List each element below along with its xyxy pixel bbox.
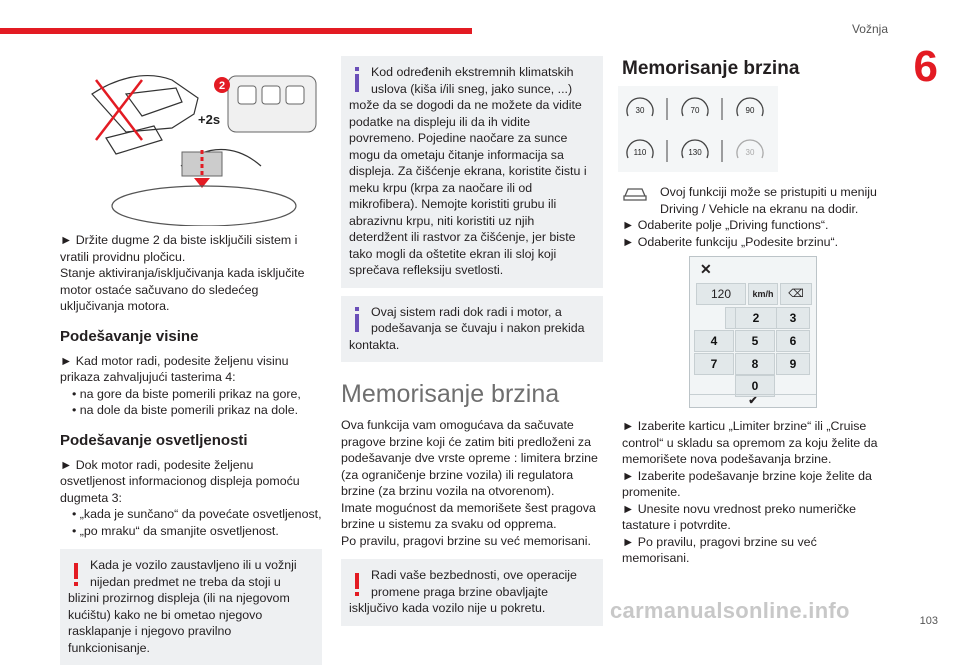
- height-intro: ► Kad motor radi, podesite željenu visinu prikaza zahvaljujući tasterima 4:: [60, 353, 289, 384]
- hud-button-icon: [262, 86, 280, 104]
- warning-note: [60, 549, 322, 665]
- brightness-bullet-2: • „po mraku“ da smanjite osvetljenost.: [72, 523, 279, 538]
- key-5[interactable]: 5: [735, 330, 775, 352]
- speed-keypad: [689, 256, 817, 408]
- info-note-1: [341, 56, 603, 288]
- info-text-2: Ovaj sistem radi dok radi i motor, a podešavanja se čuvaju i nakon prekida kontakta.: [349, 304, 585, 352]
- height-bullet-2: • na dole da biste pomerili prikaz na dole.: [72, 403, 299, 417]
- info-icon: [349, 64, 371, 94]
- confirm-icon[interactable]: ✔: [690, 394, 816, 407]
- warning-note-2: [341, 559, 603, 626]
- unit-label: km/h: [748, 283, 778, 305]
- speed-value[interactable]: 120: [696, 283, 746, 305]
- height-heading: Podešavanje visine: [60, 327, 199, 345]
- brightness-intro: ► Dok motor radi, podesite željenu osvetljenost informacionog displeja pomoću dugmeta 3:: [60, 457, 300, 505]
- section-title: Vožnja: [851, 22, 888, 36]
- hud-illustration: [86, 58, 322, 226]
- col2-paragraph-3: Po pravilu, pragovi brzine su već memorisani.: [341, 533, 591, 548]
- warning-icon: [68, 557, 90, 587]
- key-4[interactable]: 4: [694, 330, 734, 352]
- steering-wheel-icon: [112, 186, 296, 226]
- brightness-heading: Podešavanje osvetljenosti: [60, 431, 248, 449]
- key-8[interactable]: 8: [735, 353, 775, 375]
- brightness-bullet-1: • „kada je sunčano“ da povećate osvetljenost,: [72, 507, 322, 521]
- col1-paragraph-1: ► Držite dugme 2 da biste isključili sistem i vratili providnu pločicu.: [60, 233, 298, 264]
- instruction-1: ► Izaberite karticu „Limiter brzine“ ili „Cruise control“ u skladu sa opremom za koju želite da memorišete nova podešavanja brzine.: [622, 419, 878, 466]
- backspace-icon[interactable]: ⌫: [780, 283, 812, 305]
- hand-icon: [92, 76, 198, 154]
- key-2[interactable]: 2: [735, 307, 777, 329]
- section-heading: Memorisanje brzina: [341, 380, 560, 408]
- access-text: Ovoj funkciji može se pristupiti u meniju Driving / Vehicle na ekranu na dodir.: [660, 185, 877, 216]
- info-note-2: [341, 296, 603, 363]
- key-9[interactable]: 9: [776, 353, 810, 375]
- chapter-number: 6: [913, 42, 938, 91]
- speed-label: 70: [690, 106, 700, 115]
- hold-time-label: +2s: [198, 112, 221, 127]
- key-3[interactable]: 3: [776, 307, 810, 329]
- prohibited-icon: [96, 80, 142, 140]
- step-1: ► Odaberite polje „Driving functions“.: [622, 218, 829, 232]
- sun-button-icon: [286, 86, 304, 104]
- step-2: ► Odaberite funkciju „Podesite brzinu“.: [622, 234, 839, 249]
- speed-label: 90: [745, 106, 755, 115]
- info-text-1: Kod određenih ekstremnih klimatskih uslova (kiša i/ili sneg, jako sunce, ...) može da se dogodi da ne možete da vidite podatke na displeju ili da ih vidite povremeno. Pojedine naočare za sunce mogu da ometaju čitanje informacija sa displeja. Za čišćenje ekrana, koristite čistu i meku krpu (krpa za naočare ili od mikrofibera). Nemojte koristiti grubu ili abrazivnu krpu, niti koristiti uz njih deterdžent ili rastvor za čišćenje, jer biste tako mogli da oštetite ekran ili sloj koji sprečava refleksiju svetlosti.: [349, 65, 587, 277]
- instruction-2: ► Izaberite podešavanje brzine koje želite da promenite.: [622, 468, 872, 499]
- speed-label: 130: [688, 148, 702, 157]
- height-bullet-1: • na gore da biste pomerili prikaz na gore,: [72, 386, 301, 401]
- col2-paragraph-1: Ova funkcija vam omogućava da sačuvate pragove brzine koji će zatim biti predloženi za podešavanje dve vrste opreme : limitera brzine (za ograničenje brzine vozila) ili regulatora brzine (za brzinu vozila na otvorenom).: [341, 418, 598, 498]
- col2-paragraph-2: Imate mogućnost da memorišete šest pragova brzine u sistemu za svaku od opprema.: [341, 500, 596, 531]
- col1-paragraph-2: Stanje aktiviranja/isključivanja kada isključite motor ostaće sačuvano do sledećeg uključivanja motora.: [60, 266, 305, 313]
- speed-label: 30: [635, 106, 645, 115]
- info-icon: [349, 304, 371, 334]
- car-icon: [622, 184, 652, 206]
- close-icon[interactable]: ✕: [700, 261, 712, 277]
- warning-text: Kada je vozilo zaustavljeno ili u vožnji nijedan predmet ne treba da stoji u blizini prozirnog displeja (ili na njegovom kućištu) kako ne bi ometao njegovo rasklapanje i njegovo pravilno funkcionisanje.: [68, 558, 297, 655]
- page-number: 103: [919, 615, 938, 627]
- key-7[interactable]: 7: [694, 353, 734, 375]
- instruction-3: ► Unesite novu vrednost preko numeričke tastature i potvrdite.: [622, 501, 857, 532]
- callout-badge-label: 2: [218, 80, 226, 92]
- moon-button-icon: [238, 86, 256, 104]
- header-bar: [0, 28, 472, 34]
- warning-text-2: Radi vaše bezbednosti, ove operacije promene praga brzine obavljajte isključivo kada vozilo nije u pokretu.: [349, 568, 577, 615]
- speed-icons-panel: [618, 86, 778, 172]
- column3-heading: Memorisanje brzina: [622, 58, 800, 79]
- key-6[interactable]: 6: [776, 330, 810, 352]
- warning-icon: [349, 567, 371, 597]
- speed-label: 110: [633, 148, 647, 157]
- watermark: carmanualsonline.info: [610, 598, 850, 623]
- speed-label: 30: [745, 148, 755, 157]
- key-0[interactable]: 0: [735, 375, 775, 397]
- instruction-4: ► Po pravilu, pragovi brzine su već memorisani.: [622, 534, 817, 565]
